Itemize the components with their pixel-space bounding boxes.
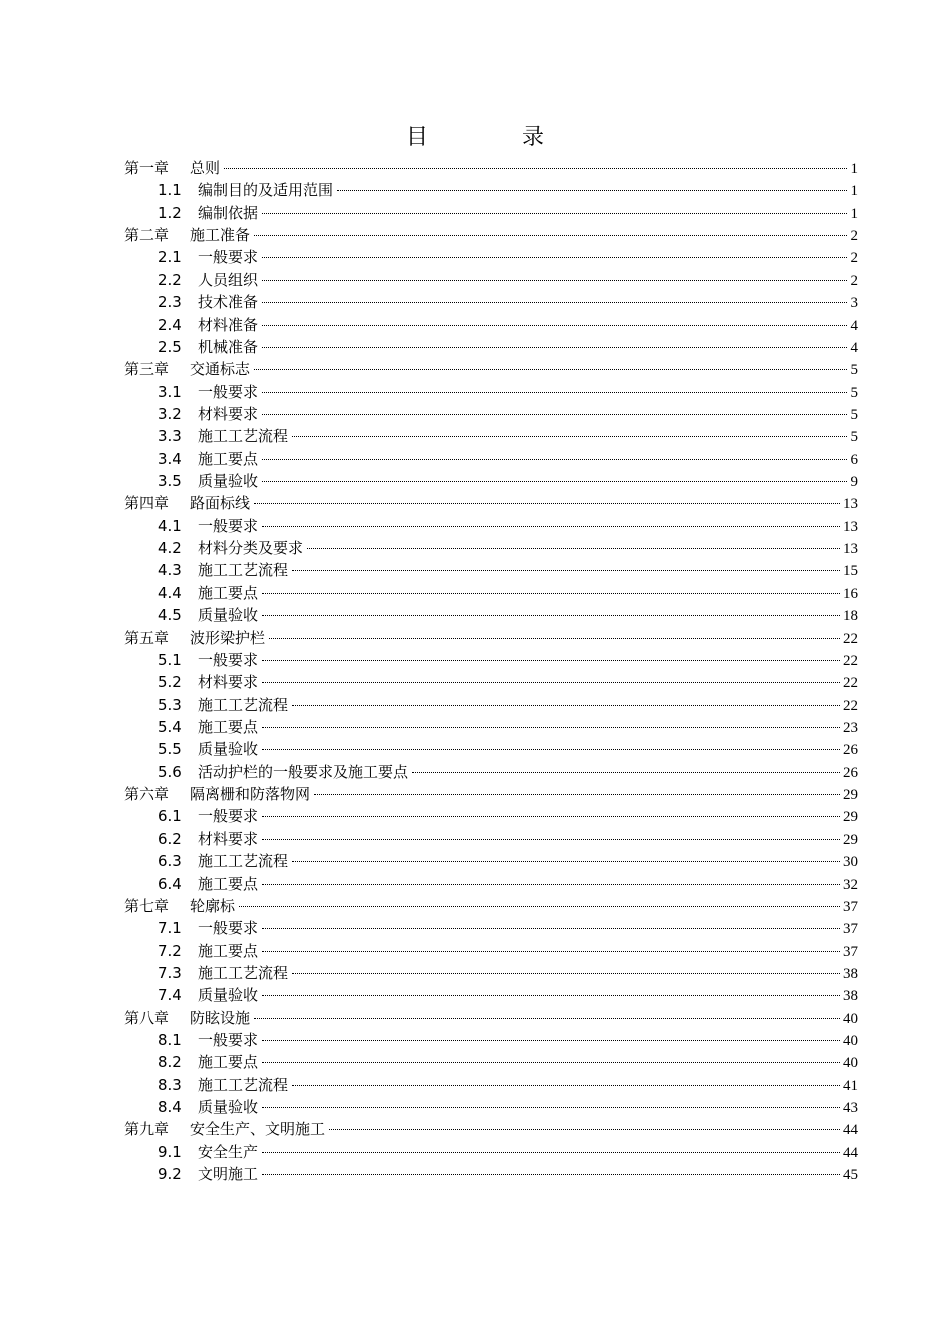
toc-section-entry[interactable] [124,582,858,604]
toc-entry-title: 编制目的及适用范围 [198,181,334,200]
toc-entry-number: 6.2 [158,829,182,848]
toc-entry-title: 质量验收 [198,1098,259,1117]
toc-section-entry[interactable] [124,716,858,738]
toc-section-entry[interactable] [124,805,858,827]
toc-section-entry[interactable] [124,850,858,872]
toc-dot-leader [337,190,847,191]
toc-section-entry[interactable] [124,1141,858,1163]
toc-entry-number: 4.3 [158,561,182,580]
toc-entry-number: 8.2 [158,1053,182,1072]
toc-page-number: 40 [843,1033,858,1050]
toc-page-number: 5 [850,362,858,379]
toc-entry-title: 材料分类及要求 [198,539,304,558]
toc-dot-leader [412,772,840,773]
toc-page-number: 1 [850,205,858,222]
toc-entry-title: 施工工艺流程 [198,1075,289,1094]
toc-page-number: 22 [843,652,858,669]
toc-dot-leader [262,995,840,996]
toc-section-entry[interactable] [124,940,858,962]
toc-entry-title: 机械准备 [198,337,259,356]
toc-page-number: 22 [843,675,858,692]
toc-section-entry[interactable] [124,984,858,1006]
toc-entry-number: 4.2 [158,539,182,558]
toc-dot-leader [262,1062,840,1063]
toc-page-number: 32 [843,876,858,893]
toc-entry-number: 5.4 [158,717,182,736]
toc-page-number: 29 [843,831,858,848]
toc-dot-leader [269,638,840,639]
toc-entry-number: 4.5 [158,606,182,625]
toc-dot-leader [292,436,847,437]
toc-entry-number: 第三章 [124,360,170,379]
toc-entry-number: 第八章 [124,1008,170,1027]
toc-entry-title: 安全生产、文明施工 [190,1120,326,1139]
toc-page-number: 40 [843,1055,858,1072]
toc-section-entry[interactable] [124,537,858,559]
toc-entry-title: 施工要点 [198,874,259,893]
toc-dot-leader [262,414,847,415]
toc-dot-leader [262,884,840,885]
toc-page-number: 1 [850,161,858,177]
toc-section-entry[interactable] [124,962,858,984]
toc-entry-number: 6.4 [158,874,182,893]
toc-entry-title: 总则 [190,159,221,177]
toc-entry-number: 7.2 [158,941,182,960]
toc-entry-title: 施工要点 [198,583,259,602]
toc-entry-title: 施工要点 [198,1053,259,1072]
toc-dot-leader [262,481,847,482]
toc-dot-leader [262,839,840,840]
toc-page-number: 38 [843,965,858,982]
toc-dot-leader [262,682,840,683]
toc-dot-leader [262,615,840,616]
toc-dot-leader [292,861,840,862]
toc-dot-leader [292,973,840,974]
toc-chapter-entry[interactable] [124,492,858,514]
toc-dot-leader [262,257,847,258]
toc-chapter-entry[interactable] [124,1118,858,1140]
toc-entry-number: 5.1 [158,650,182,669]
toc-section-entry[interactable] [124,179,858,201]
toc-entry-number: 3.1 [158,382,182,401]
toc-dot-leader [262,392,847,393]
toc-dot-leader [329,1129,840,1130]
toc-entry-title: 一般要求 [198,516,259,535]
toc-entry-title: 质量验收 [198,986,259,1005]
toc-page-number: 15 [843,563,858,580]
toc-chapter-entry[interactable] [124,895,858,917]
toc-section-entry[interactable] [124,1051,858,1073]
toc-entry-title: 技术准备 [198,293,259,312]
toc-page-number: 45 [843,1167,858,1184]
toc-entry-number: 6.3 [158,852,182,871]
toc-entry-title: 材料要求 [198,673,259,692]
toc-section-entry[interactable] [124,1074,858,1096]
toc-section-entry[interactable] [124,828,858,850]
toc-page-number: 6 [850,451,858,468]
toc-entry-number: 3.5 [158,472,182,491]
toc-title: 目 录 [405,125,580,150]
toc-page-number: 26 [843,764,858,781]
toc-dot-leader [262,459,847,460]
toc-entry-number: 5.2 [158,673,182,692]
toc-entry-number: 第七章 [124,896,170,915]
toc-entry-number: 第五章 [124,628,170,647]
toc-entry-title: 文明施工 [198,1165,259,1184]
toc-entry-number: 4.1 [158,516,182,535]
toc-entry-number: 第四章 [124,494,170,513]
toc-section-entry[interactable] [124,873,858,895]
toc-dot-leader [224,168,847,169]
toc-entry-title: 施工工艺流程 [198,852,289,871]
toc-entry-title: 一般要求 [198,248,259,267]
toc-page-number: 18 [843,608,858,625]
toc-dot-leader [254,1018,840,1019]
toc-section-entry[interactable] [124,448,858,470]
toc-entry-number: 第二章 [124,226,170,245]
toc-entry-number: 5.6 [158,762,182,781]
toc-chapter-entry[interactable] [124,224,858,246]
toc-section-entry[interactable] [124,515,858,537]
toc-dot-leader [262,325,847,326]
toc-page-number: 23 [843,719,858,736]
toc-entry-number: 2.3 [158,293,182,312]
toc-page-number: 1 [850,183,858,200]
toc-entry-title: 人员组织 [198,270,259,289]
toc-entry-title: 施工要点 [198,941,259,960]
toc-page-number: 37 [843,898,858,915]
toc-entry-number: 1.2 [158,203,182,222]
toc-dot-leader [239,906,840,907]
toc-page-number: 37 [843,943,858,960]
toc-dot-leader [262,816,840,817]
toc-page-number: 22 [843,630,858,647]
toc-page-number: 29 [843,809,858,826]
toc-section-entry[interactable] [124,649,858,671]
toc-dot-leader [262,280,847,281]
toc-section-entry[interactable] [124,1029,858,1051]
toc-entry-number: 2.4 [158,315,182,334]
toc-list [124,157,858,1186]
toc-dot-leader [262,951,840,952]
toc-section-entry[interactable] [124,559,858,581]
toc-chapter-entry[interactable] [124,157,858,179]
toc-dot-leader [262,593,840,594]
toc-entry-title: 材料要求 [198,829,259,848]
toc-page-number: 37 [843,921,858,938]
toc-page-number: 13 [843,541,858,558]
toc-entry-title: 材料要求 [198,404,259,423]
toc-entry-number: 9.2 [158,1165,182,1184]
toc-entry-number: 2.2 [158,270,182,289]
toc-section-entry[interactable] [124,403,858,425]
toc-entry-title: 施工要点 [198,717,259,736]
toc-dot-leader [262,1152,840,1153]
toc-dot-leader [262,1107,840,1108]
toc-entry-number: 7.3 [158,963,182,982]
toc-entry-number: 3.3 [158,427,182,446]
toc-section-entry[interactable] [124,738,858,760]
toc-section-entry[interactable] [124,917,858,939]
toc-page-number: 2 [850,250,858,267]
toc-page-number: 13 [843,496,858,513]
toc-entry-title: 施工工艺流程 [198,427,289,446]
toc-page-number: 26 [843,742,858,759]
toc-page-number: 43 [843,1100,858,1117]
toc-entry-number: 第九章 [124,1120,170,1139]
toc-entry-number: 1.1 [158,181,182,200]
toc-section-entry[interactable] [124,425,858,447]
toc-dot-leader [262,347,847,348]
toc-entry-title: 施工工艺流程 [198,963,289,982]
toc-section-entry[interactable] [124,694,858,716]
toc-dot-leader [262,302,847,303]
toc-entry-title: 一般要求 [198,650,259,669]
toc-entry-title: 安全生产 [198,1142,259,1161]
toc-section-entry[interactable] [124,336,858,358]
toc-page-number: 4 [850,339,858,356]
toc-entry-number: 7.1 [158,919,182,938]
toc-section-entry[interactable] [124,604,858,626]
toc-section-entry[interactable] [124,470,858,492]
toc-entry-title: 施工工艺流程 [198,695,289,714]
toc-entry-number: 7.4 [158,986,182,1005]
toc-page-number: 22 [843,697,858,714]
toc-section-entry[interactable] [124,291,858,313]
toc-dot-leader [262,1040,840,1041]
toc-entry-title: 施工工艺流程 [198,561,289,580]
toc-entry-number: 第一章 [124,159,170,177]
toc-entry-title: 材料准备 [198,315,259,334]
toc-entry-title: 交通标志 [190,360,251,379]
toc-section-entry[interactable] [124,761,858,783]
toc-entry-title: 路面标线 [190,494,251,513]
toc-entry-title: 质量验收 [198,472,259,491]
toc-entry-number: 2.5 [158,337,182,356]
toc-page-number: 16 [843,585,858,602]
toc-dot-leader [292,570,840,571]
toc-entry-number: 8.1 [158,1031,182,1050]
toc-dot-leader [254,235,847,236]
toc-entry-number: 3.2 [158,404,182,423]
toc-chapter-entry[interactable] [124,358,858,380]
toc-entry-title: 编制依据 [198,203,259,222]
toc-page-number: 3 [850,295,858,312]
toc-entry-title: 隔离栅和防落物网 [190,785,311,804]
toc-entry-number: 8.3 [158,1075,182,1094]
toc-entry-number: 4.4 [158,583,182,602]
toc-entry-number: 2.1 [158,248,182,267]
toc-section-entry[interactable] [124,671,858,693]
toc-entry-title: 质量验收 [198,740,259,759]
toc-dot-leader [262,660,840,661]
toc-page-number: 44 [843,1122,858,1139]
toc-dot-leader [262,1174,840,1175]
toc-section-entry[interactable] [124,246,858,268]
toc-page-number: 29 [843,787,858,804]
toc-dot-leader [262,727,840,728]
toc-entry-title: 防眩设施 [190,1008,251,1027]
toc-page-number: 38 [843,988,858,1005]
toc-page-number: 40 [843,1010,858,1027]
toc-entry-title: 施工准备 [190,226,251,245]
toc-page-number: 41 [843,1077,858,1094]
toc-dot-leader [262,928,840,929]
toc-entry-title: 波形梁护栏 [190,628,266,647]
toc-page-number: 5 [850,406,858,423]
toc-entry-title: 一般要求 [198,807,259,826]
toc-entry-title: 一般要求 [198,1031,259,1050]
toc-page-number: 2 [850,272,858,289]
toc-section-entry[interactable] [124,1163,858,1185]
toc-page-number: 9 [850,474,858,491]
toc-page-number: 30 [843,854,858,871]
toc-entry-number: 5.5 [158,740,182,759]
toc-dot-leader [262,749,840,750]
toc-chapter-entry[interactable] [124,783,858,805]
toc-dot-leader [262,526,840,527]
toc-entry-title: 一般要求 [198,382,259,401]
toc-entry-number: 8.4 [158,1098,182,1117]
toc-entry-number: 第六章 [124,785,170,804]
toc-dot-leader [254,369,847,370]
toc-page-number: 5 [850,429,858,446]
toc-entry-number: 9.1 [158,1142,182,1161]
toc-dot-leader [262,213,847,214]
toc-section-entry[interactable] [124,1096,858,1118]
toc-entry-title: 一般要求 [198,919,259,938]
toc-page-number: 13 [843,518,858,535]
toc-dot-leader [254,503,840,504]
toc-dot-leader [314,794,840,795]
toc-page-number: 4 [850,317,858,334]
toc-dot-leader [292,1085,840,1086]
toc-chapter-entry[interactable] [124,1007,858,1029]
toc-entry-number: 5.3 [158,695,182,714]
toc-section-entry[interactable] [124,381,858,403]
toc-entry-title: 活动护栏的一般要求及施工要点 [198,762,409,781]
toc-entry-title: 轮廓标 [190,896,236,915]
toc-entry-title: 质量验收 [198,606,259,625]
toc-chapter-entry[interactable] [124,627,858,649]
toc-page-number: 5 [850,384,858,401]
toc-entry-number: 6.1 [158,807,182,826]
toc-entry-title: 施工要点 [198,449,259,468]
toc-dot-leader [307,548,840,549]
toc-page-number: 44 [843,1144,858,1161]
toc-section-entry[interactable] [124,269,858,291]
toc-section-entry[interactable] [124,202,858,224]
toc-section-entry[interactable] [124,314,858,336]
toc-page-number: 2 [850,228,858,245]
toc-dot-leader [292,705,840,706]
toc-entry-number: 3.4 [158,449,182,468]
